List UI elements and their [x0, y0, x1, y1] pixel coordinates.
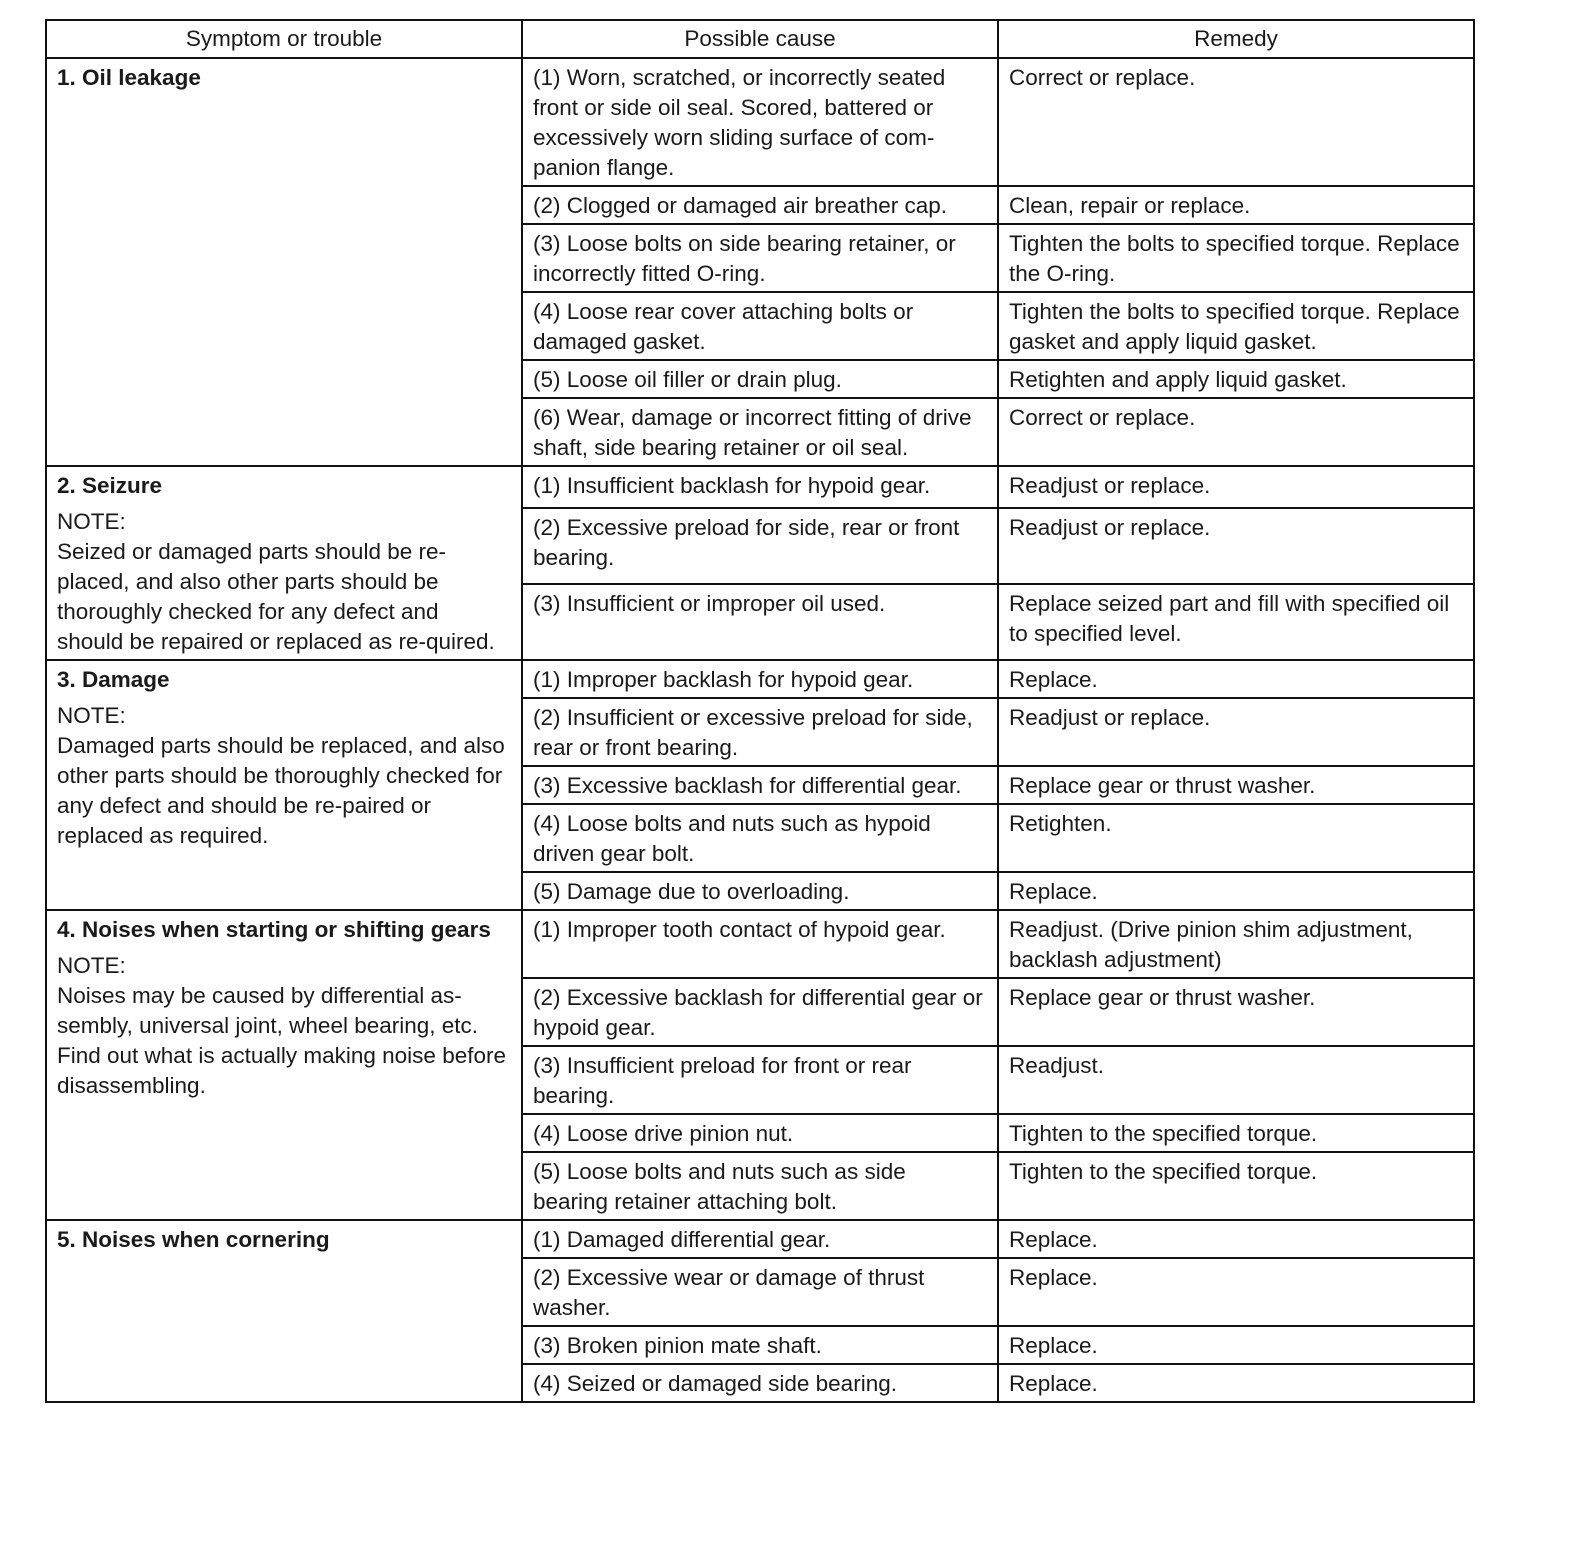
remedy-cell: Replace. — [998, 1220, 1474, 1258]
remedy-cell: Replace gear or thrust washer. — [998, 766, 1474, 804]
symptom-title: 2. Seizure — [57, 473, 163, 498]
symptom-cell — [46, 910, 522, 1220]
remedy-cell: Correct or replace. — [998, 398, 1474, 466]
symptom-title: 4. Noises when starting or shifting gears — [57, 917, 491, 942]
cause-cell: (4) Loose rear cover attaching bolts or damaged gasket. — [522, 292, 998, 360]
remedy-cell: Replace. — [998, 1364, 1474, 1402]
symptom-cell — [46, 660, 522, 910]
cause-cell: (3) Loose bolts on side bearing retainer, or incorrectly fitted O-ring. — [522, 224, 998, 292]
cause-cell: (1) Improper backlash for hypoid gear. — [522, 660, 998, 698]
cause-cell: (4) Seized or damaged side bearing. — [522, 1364, 998, 1402]
remedy-cell: Replace. — [998, 872, 1474, 910]
remedy-cell: Replace. — [998, 660, 1474, 698]
header-remedy: Remedy — [998, 20, 1474, 58]
remedy-cell: Correct or replace. — [998, 58, 1474, 186]
table-row — [46, 1220, 1474, 1258]
cause-cell: (2) Clogged or damaged air breather cap. — [522, 186, 998, 224]
remedy-cell: Tighten the bolts to specified torque. Replace the O-ring. — [998, 224, 1474, 292]
remedy-cell: Readjust or replace. — [998, 508, 1474, 584]
note-text: Damaged parts should be replaced, and also other parts should be thoroughly checked for any defect and should be re-paired or replaced as required. — [57, 733, 505, 848]
cause-cell: (3) Insufficient or improper oil used. — [522, 584, 998, 660]
cause-cell: (2) Excessive wear or damage of thrust washer. — [522, 1258, 998, 1326]
cause-cell: (5) Loose oil filler or drain plug. — [522, 360, 998, 398]
cause-cell: (2) Excessive backlash for differential gear or hypoid gear. — [522, 978, 998, 1046]
remedy-cell: Replace. — [998, 1258, 1474, 1326]
cause-cell: (1) Worn, scratched, or incorrectly seated front or side oil seal. Scored, battered or excessively worn sliding surface of com-panion flange. — [522, 58, 998, 186]
cause-cell: (3) Excessive backlash for differential gear. — [522, 766, 998, 804]
symptom-cell — [46, 1220, 522, 1402]
cause-cell: (3) Insufficient preload for front or rear bearing. — [522, 1046, 998, 1114]
table-row — [46, 910, 1474, 978]
symptom-cell — [46, 58, 522, 466]
header-cause: Possible cause — [522, 20, 998, 58]
remedy-cell: Replace gear or thrust washer. — [998, 978, 1474, 1046]
remedy-cell: Tighten to the specified torque. — [998, 1152, 1474, 1220]
note-label: NOTE: — [57, 953, 126, 978]
remedy-cell: Tighten the bolts to specified torque. Replace gasket and apply liquid gasket. — [998, 292, 1474, 360]
cause-cell: (6) Wear, damage or incorrect fitting of drive shaft, side bearing retainer or oil seal. — [522, 398, 998, 466]
cause-cell: (3) Broken pinion mate shaft. — [522, 1326, 998, 1364]
remedy-cell: Replace seized part and fill with specified oil to specified level. — [998, 584, 1474, 660]
cause-cell: (2) Insufficient or excessive preload for side, rear or front bearing. — [522, 698, 998, 766]
table-body — [46, 58, 1474, 1402]
remedy-cell: Clean, repair or replace. — [998, 186, 1474, 224]
remedy-cell: Readjust or replace. — [998, 466, 1474, 508]
note-label: NOTE: — [57, 509, 126, 534]
remedy-cell: Readjust. (Drive pinion shim adjustment, backlash adjustment) — [998, 910, 1474, 978]
table-row — [46, 58, 1474, 186]
cause-cell: (5) Damage due to overloading. — [522, 872, 998, 910]
troubleshooting-table — [45, 19, 1475, 1403]
cause-cell: (1) Damaged differential gear. — [522, 1220, 998, 1258]
cause-cell: (4) Loose drive pinion nut. — [522, 1114, 998, 1152]
note-text: Noises may be caused by differential as-sembly, universal joint, wheel bearing, etc. Find out what is actually making noise before disassembling. — [57, 983, 506, 1098]
cause-cell: (1) Insufficient backlash for hypoid gear. — [522, 466, 998, 508]
note-label: NOTE: — [57, 703, 126, 728]
symptom-cell — [46, 466, 522, 660]
cause-cell: (1) Improper tooth contact of hypoid gear. — [522, 910, 998, 978]
cause-cell: (4) Loose bolts and nuts such as hypoid driven gear bolt. — [522, 804, 998, 872]
symptom-title: 3. Damage — [57, 667, 170, 692]
header-symptom: Symptom or trouble — [46, 20, 522, 58]
remedy-cell: Tighten to the specified torque. — [998, 1114, 1474, 1152]
cause-cell: (2) Excessive preload for side, rear or front bearing. — [522, 508, 998, 584]
remedy-cell: Retighten and apply liquid gasket. — [998, 360, 1474, 398]
table-header — [46, 20, 1474, 58]
remedy-cell: Retighten. — [998, 804, 1474, 872]
symptom-title: 1. Oil leakage — [57, 65, 201, 90]
note-text: Seized or damaged parts should be re-placed, and also other parts should be thoroughly checked for any defect and should be repaired or replaced as re-quired. — [57, 539, 495, 654]
header-row — [46, 20, 1474, 58]
cause-cell: (5) Loose bolts and nuts such as side bearing retainer attaching bolt. — [522, 1152, 998, 1220]
symptom-title: 5. Noises when cornering — [57, 1227, 330, 1252]
table-row — [46, 466, 1474, 508]
remedy-cell: Replace. — [998, 1326, 1474, 1364]
remedy-cell: Readjust or replace. — [998, 698, 1474, 766]
table-row — [46, 660, 1474, 698]
remedy-cell: Readjust. — [998, 1046, 1474, 1114]
